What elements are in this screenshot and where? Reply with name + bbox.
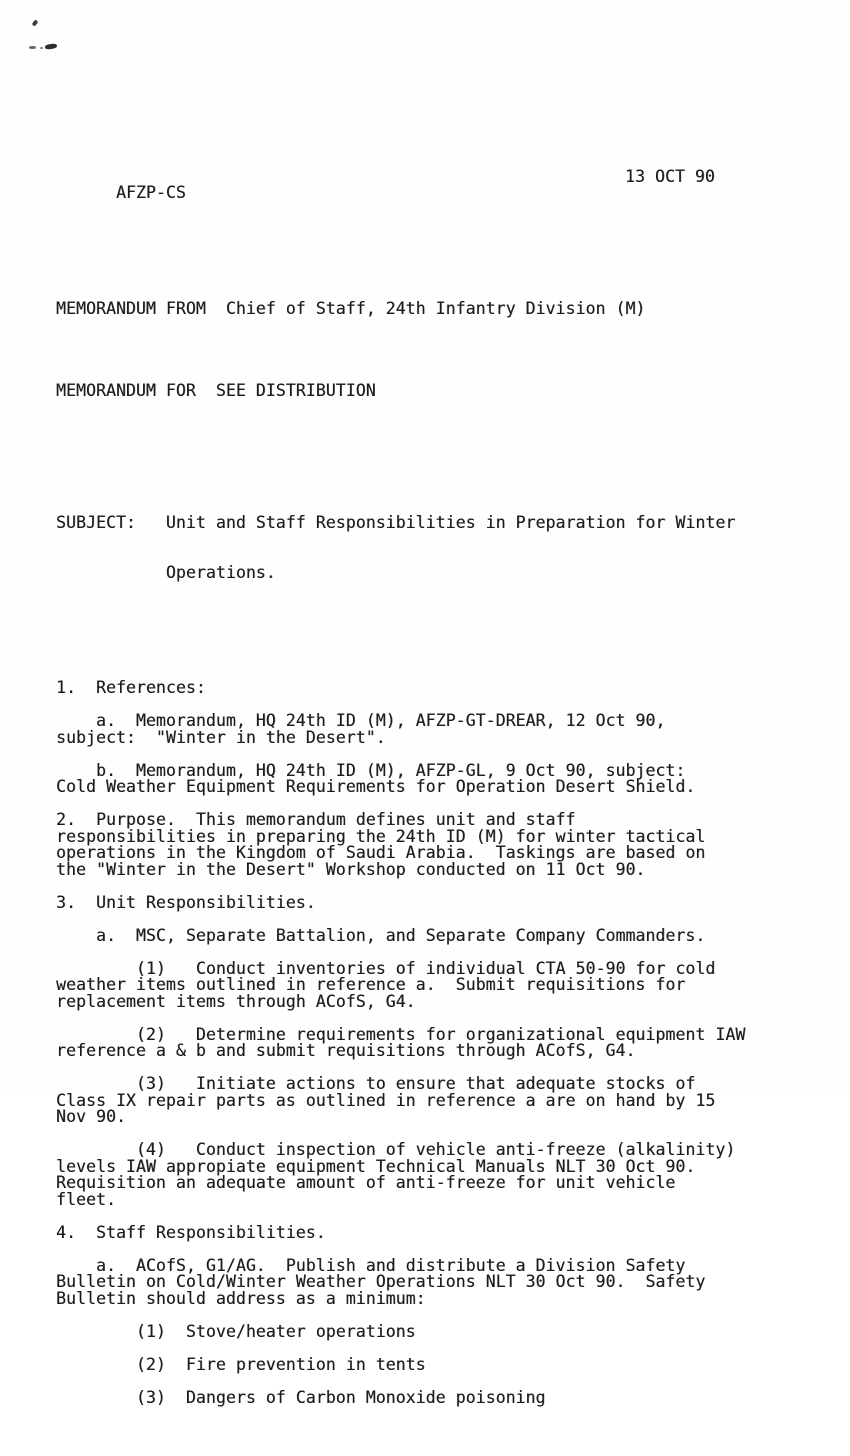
memo-paragraph [56,1024,746,1060]
memo-document [56,119,745,1456]
memo-paragraph [56,925,745,945]
memo-paragraph [56,713,745,746]
memo-line: Bulletin on Cold/Winter Weather Operations NLT 30 Oct 90. Safety [56,1272,706,1291]
memo-line: 1. References: [56,678,206,697]
memo-line: subject: "Winter in the Desert". [56,727,386,747]
memo-line: 2. Purpose. This memorandum defines unit and staff [56,810,576,829]
subject-line: SUBJECT: Unit and Staff Responsibilities in Preparation for Winter [56,513,736,532]
memo-line: a. Memorandum, HQ 24th ID (M), AFZP-GT-DREAR, 12 Oct 90, [56,711,666,730]
memo-date: 13 OCT 90 [625,166,715,186]
memo-line: operations in the Kingdom of Saudi Arabia. Taskings are based on [56,843,706,862]
memo-line: a. MSC, Separate Battalion, and Separate Company Commanders. [56,925,706,945]
memo-line: levels IAW appropiate equipment Technical Manuals NLT 30 Oct 90. [56,1156,696,1176]
scan-artifact-speck [29,46,36,49]
memo-line: (2) Fire prevention in tents [56,1354,426,1374]
memo-line: responsibilities in preparing the 24th ID (M) for winter tactical [56,826,706,846]
memo-paragraph [56,760,745,796]
memo-paragraph [56,892,745,912]
memo-line: (4) Conduct inspection of vehicle anti-freeze (alkalinity) [56,1140,736,1159]
memo-line: Cold Weather Equipment Requirements for Operation Desert Shield. [56,777,696,796]
memo-paragraph [56,1222,745,1242]
memo-line: weather items outlined in reference a. Submit requisitions for [56,975,686,994]
memo-paragraph [56,812,745,878]
memo-line: 4. Staff Responsibilities. [56,1222,326,1242]
memo-line: Bulletin should address as a minimum: [56,1288,426,1308]
scan-artifact-speck [45,43,58,50]
memo-line: fleet. [56,1189,116,1209]
memo-line: replacement items through ACofS, G4. [56,991,416,1011]
memo-paragraph [56,1387,745,1407]
memo-line: 3. Unit Responsibilities. [56,892,316,912]
memo-paragraph [56,1076,745,1126]
memo-line: the "Winter in the Desert" Workshop conducted on 11 Oct 90. [56,859,646,879]
memo-line: a. ACofS, G1/AG. Publish and distribute a Division Safety [56,1255,686,1275]
scan-artifact-speck [40,47,43,49]
memorandum-for-line: MEMORANDUM FOR SEE DISTRIBUTION [56,381,376,400]
memo-paragraph [56,1354,745,1374]
memo-line: (2) Determine requirements for organizational equipment IAW [56,1024,746,1044]
memo-paragraphs [56,680,745,1406]
memo-line: Class IX repair parts as outlined in reference a are on hand by 15 [56,1090,716,1110]
memo-line: (3) Initiate actions to ensure that adequate stocks of [56,1074,696,1093]
scan-artifact-speck [32,19,39,26]
memo-line: (1) Conduct inventories of individual CTA 50-90 for cold [56,958,716,978]
memo-line: reference a & b and submit requisitions through ACofS, G4. [56,1041,636,1060]
memorandum-from-line: MEMORANDUM FROM Chief of Staff, 24th Infantry Division (M) [56,298,646,318]
office-symbol: AFZP-CS [115,183,186,202]
memo-line: (3) Dangers of Carbon Monoxide poisoning [56,1387,546,1407]
memo-paragraph [56,958,745,1011]
memo-header-line [56,166,745,235]
memo-paragraph [56,1255,745,1308]
memo-line: (1) Stove/heater operations [56,1321,416,1341]
subject-line: Operations. [56,562,276,582]
memo-paragraph [56,680,745,697]
memo-line: Requisition an adequate amount of anti-freeze for unit vehicle [56,1173,676,1192]
memo-line: b. Memorandum, HQ 24th ID (M), AFZP-GL, 9 Oct 90, subject: [56,760,686,780]
memo-paragraph [56,1321,745,1341]
subject-block [56,482,745,614]
memo-line: Nov 90. [56,1107,126,1126]
memo-paragraph [56,1142,745,1208]
